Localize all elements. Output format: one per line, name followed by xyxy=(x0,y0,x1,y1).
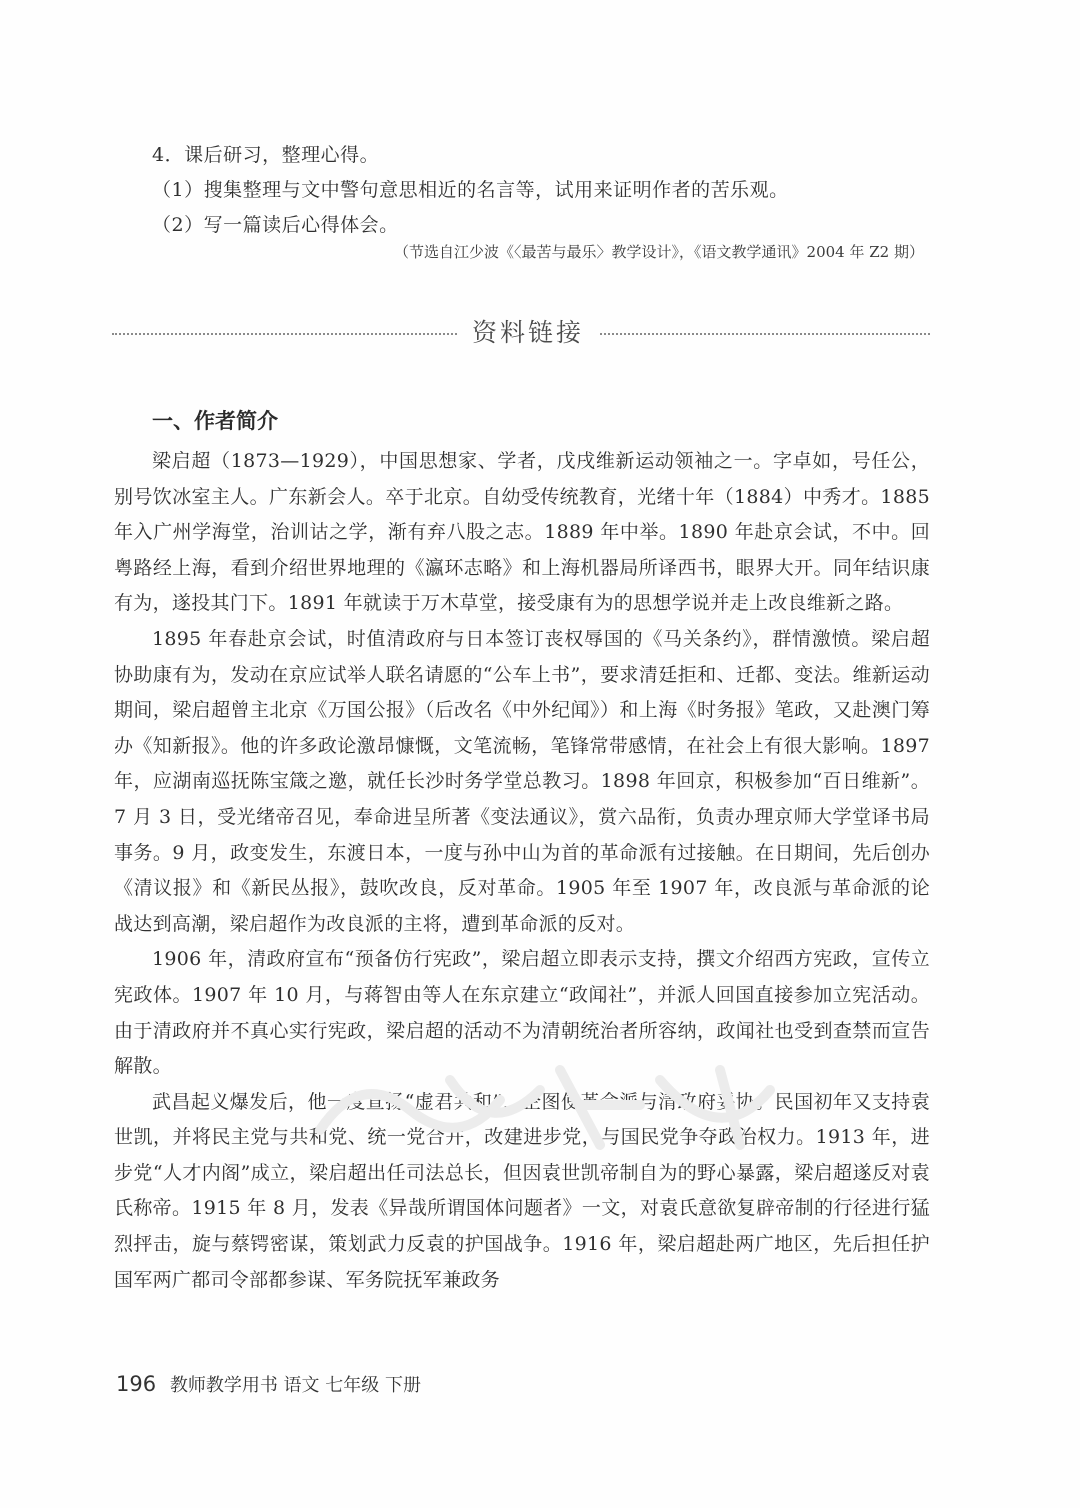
author-intro-body xyxy=(114,444,930,1298)
paragraph: 1906 年，清政府宣布“预备仿行宪政”，梁启超立即表示支持，撰文介绍西方宪政，宣传立宪政体。1907 年 10 月，与蒋智由等人在东京建立“政闻社”，并派人回国直接参加立宪活动。由于清政府并不真心实行宪政，梁启超的活动不为清朝统治者所容纳，政闻社也受到查禁而宣告解散。 xyxy=(114,948,930,1078)
paragraph: 1895 年春赴京会试，时值清政府与日本签订丧权辱国的《马关条约》，群情激愤。梁启超协助康有为，发动在京应试举人联名请愿的“公车上书”，要求清廷拒和、迁都、变法。维新运动期间，梁启超曾主北京《万国公报》（后改名《中外纪闻》）和上海《时务报》笔政，又赴澳门筹办《知新报》。他的许多政论激昂慷慨，文笔流畅，笔锋常带感情，在社会上有很大影响。1897 年，应湖南巡抚陈宝箴之邀，就任长沙时务学堂总教习。1898 年回京，积极参加“百日维新”。7 月 3 日，受光绪帝召见，奉命进呈所著《变法通议》，赏六品衔，负责办理京师大学堂译书局事务。9 月，政变发生，东渡日本，一度与孙中山为首的革命派有过接触。在日期间，先后创办《清议报》和《新民丛报》，鼓吹改良，反对革命。1905 年至 1907 年，改良派与革命派的论战达到高潮，梁启超作为改良派的主将，遭到革命派的反对。 xyxy=(114,627,930,935)
activity-block xyxy=(152,138,932,243)
section-title: 资料链接 xyxy=(471,318,584,347)
paragraph: 梁启超（1873—1929），中国思想家、学者，戊戌维新运动领袖之一。字卓如，号任公，别号饮冰室主人。广东新会人。卒于北京。自幼受传统教育，光绪十年（1884）中秀才。1885 年入广州学海堂，治训诂之学，渐有弃八股之志。1889 年中举。1890 年赴京会试，不中。回粤路经上海，看到介绍世界地理的《瀛环志略》和上海机器局所译西书，眼界大开。同年结识康有为，遂投其门下。1891 年就读于万木草堂，接受康有为的思想学说并走上改良维新之路。 xyxy=(114,450,930,615)
page-number: 196 xyxy=(116,1372,157,1396)
activity-subitem-2: （2）写一篇读后心得体会。 xyxy=(152,214,399,236)
dotted-divider-right xyxy=(600,333,930,335)
dotted-divider-left xyxy=(112,333,457,335)
page-footer xyxy=(116,1370,421,1400)
book-title: 教师教学用书 语文 七年级 下册 xyxy=(169,1375,421,1396)
activity-item-4: 4．课后研习，整理心得。 xyxy=(152,144,380,166)
source-citation: （节选自江少波《〈最苦与最乐〉教学设计》，《语文教学通讯》2004 年 Z2 期） xyxy=(394,243,924,261)
activity-subitem-1: （1）搜集整理与文中警句意思相近的名言等，试用来证明作者的苦乐观。 xyxy=(152,179,789,201)
section-banner xyxy=(112,312,930,356)
section-heading: 一、作者简介 xyxy=(152,409,278,433)
paragraph: 武昌起义爆发后，他一度宣扬“虚君共和”，企图使革命派与清政府妥协。民国初年又支持袁世凯，并将民主党与共和党、统一党合并，改建进步党，与国民党争夺政治权力。1913 年，进步党“人才内阁”成立，梁启超出任司法总长，但因袁世凯帝制自为的野心暴露，梁启超遂反对袁氏称帝。1915 年 8 月，发表《异哉所谓国体问题者》一文，对袁氏意欲复辟帝制的行径进行猛烈抨击，旋与蔡锷密谋，策划武力反袁的护国战争。1916 年，梁启超赴两广地区，先后担任护国军两广都司令部都参谋、军务院抚军兼政务 xyxy=(114,1090,930,1291)
